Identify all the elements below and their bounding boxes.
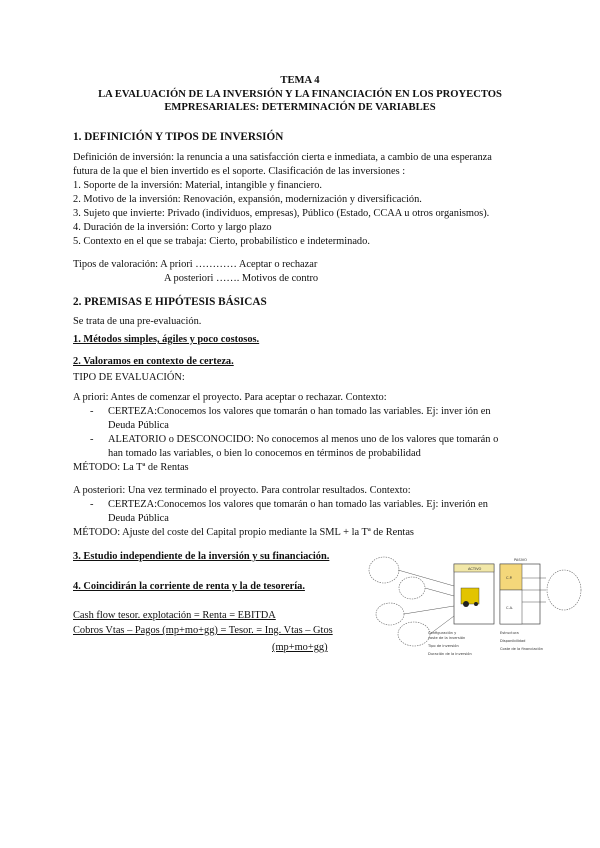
tractor-wheel-icon — [463, 601, 469, 607]
diagram-arrow — [425, 588, 454, 596]
tipo-evaluacion: TIPO DE EVALUACIÓN: — [73, 372, 185, 383]
doc-title-line-2: EMPRESARIALES: DETERMINACIÓN DE VARIABLES — [164, 102, 436, 113]
doc-title-line-1: LA EVALUACIÓN DE LA INVERSIÓN Y LA FINANCIACIÓN EN LOS PROYECTOS — [98, 89, 502, 100]
balance-diagram — [368, 552, 586, 676]
classification-item: 2. Motivo de la inversión: Renovación, expansión, modernización y diversificación. — [73, 194, 422, 205]
diagram-ellipse — [547, 570, 581, 610]
cobros-formula: Cobros Vtas – Pagos (mp+mo+gg) = Tesor. = Ing. Vtas – Gtos — [73, 625, 333, 636]
section-1-heading: 1. DEFINICIÓN Y TIPOS DE INVERSIÓN — [73, 131, 284, 143]
legend-item: coste de la inversión — [428, 636, 466, 640]
valoracion-line-2: A posteriori ……. Motivos de contro — [164, 273, 319, 284]
subheading-1: 1. Métodos simples, ágiles y poco costosos. — [73, 334, 260, 345]
definition-line-1: Definición de inversión: la renuncia a una satisfacción cierta e inmediata, a cambio de una esperanza — [73, 152, 492, 163]
tema-label: TEMA 4 — [280, 75, 320, 86]
pasivo-label: PASIVO — [514, 558, 527, 562]
classification-item: 3. Sujeto que invierte: Privado (individuos, empresas), Público (Estado, CCAA u otros organismos). — [73, 208, 490, 219]
definition-line-2: futura de la que el bien invertido es el soporte. Clasificación de las inversiones : — [73, 166, 406, 177]
bullet-dash: - — [90, 499, 94, 510]
metodo-2: MÉTODO: Ajuste del coste del Capital propio mediante la SML + la Tª de Rentas — [73, 527, 414, 538]
mpmogg-formula: (mp+mo+gg) — [272, 642, 328, 653]
legend-item: Tipo de inversión — [428, 644, 459, 648]
valoracion-line-1: Tipos de valoración: A priori ………… Aceptar o rechazar — [73, 259, 318, 270]
legend-item: Disponibilidad — [500, 639, 526, 643]
diagram-ellipse — [369, 557, 399, 583]
aposteriori-line: A posteriori: Una vez terminado el proyecto. Para controlar resultados. Contexto: — [73, 485, 411, 496]
legend-item: Estructura — [500, 631, 519, 635]
aposteriori-bullet-1-line-2: Deuda Pública — [108, 513, 169, 524]
cp-label: C.P. — [506, 576, 513, 580]
classification-item: 1. Soporte de la inversión: Material, intangible y financiero. — [73, 180, 323, 191]
aposteriori-bullet-1-line-1: CERTEZA:Conocemos los valores que tomarán o han tomado las variables. Ej: inverión en — [108, 499, 488, 510]
diagram-ellipse — [398, 622, 430, 646]
activo-label: ACTIVO — [468, 567, 482, 571]
subheading-4: 4. Coincidirán la corriente de renta y la de tesorería. — [73, 581, 305, 592]
diagram-ellipse — [399, 577, 425, 599]
subheading-3: 3. Estudio independiente de la inversión y su financiación. — [73, 551, 330, 562]
legend-item: Configuración y — [428, 631, 457, 635]
diagram-arrow — [404, 606, 454, 614]
section-2-intro: Se trata de una pre-evaluación. — [73, 316, 202, 327]
cashflow-formula: Cash flow tesor. explotación = Renta = EBITDA — [73, 610, 276, 621]
apriori-bullet-1-line-2: Deuda Pública — [108, 420, 169, 431]
classification-item: 4. Duración de la inversión: Corto y largo plazo — [73, 222, 272, 233]
bullet-dash: - — [90, 434, 94, 445]
legend-item: Duración de la inversión — [428, 652, 472, 656]
bullet-dash: - — [90, 406, 94, 417]
apriori-line: A priori: Antes de comenzar el proyecto. Para aceptar o rechazar. Contexto: — [73, 392, 387, 403]
classification-item: 5. Contexto en el que se trabaja: Cierto, probabilístico e indeterminado. — [73, 236, 370, 247]
apriori-bullet-2-line-2: han tomado las variables, o bien lo conocemos en términos de probabilidad — [108, 448, 421, 459]
metodo-1: MÉTODO: La Tª de Rentas — [73, 462, 189, 473]
tractor-icon — [461, 588, 479, 604]
apriori-bullet-2-line-1: ALEATORIO o DESCONOCIDO: No conocemos al menos uno de los valores que tomarán o — [108, 434, 499, 445]
subheading-2: 2. Valoramos en contexto de certeza. — [73, 356, 234, 367]
ca-label: C.A. — [506, 606, 514, 610]
diagram-ellipse — [376, 603, 404, 625]
apriori-bullet-1-line-1: CERTEZA:Conocemos los valores que tomarán o han tomado las variables. Ej: inver ión en — [108, 406, 491, 417]
legend-item: Coste de la financiación — [500, 647, 543, 651]
section-2-heading: 2. PREMISAS E HIPÓTESIS BÁSICAS — [73, 296, 267, 308]
tractor-wheel-icon — [474, 602, 478, 606]
